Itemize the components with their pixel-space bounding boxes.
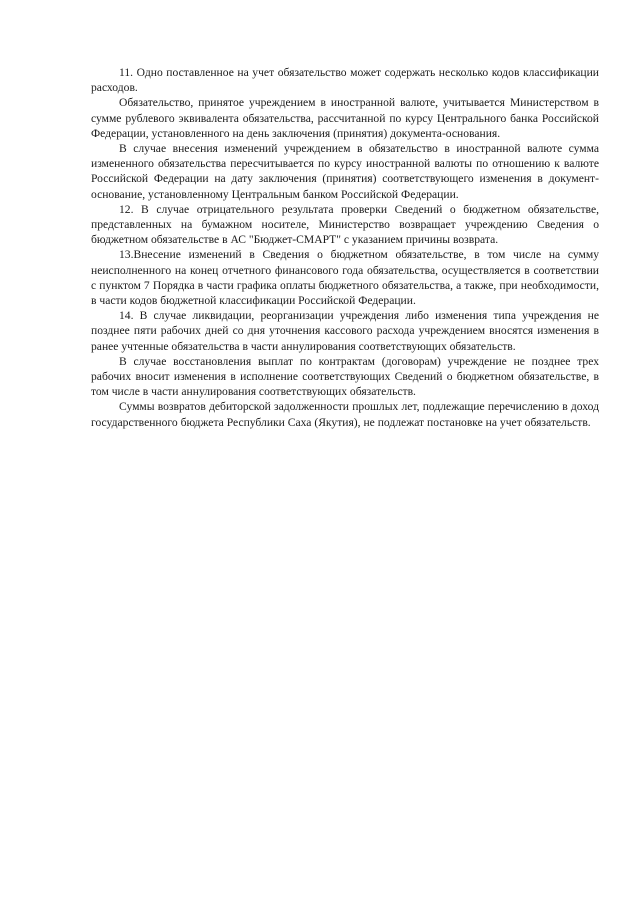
paragraph-payments-restoration: В случае восстановления выплат по контрактам (договорам) учреждение не позднее трех рабочих вносит изменения в исполнение соответствующих Сведений о бюджетном обязательстве, в том числе в части аннулирования соответствующих обязательств. xyxy=(91,354,599,399)
paragraph-item-13: 13.Внесение изменений в Сведения о бюджетном обязательстве, в том числе на сумму неисполненного на конец отчетного финансового года обязательства, осуществляется в соответствии с пунктом 7 Порядка в части графика оплаты бюджетного обязательства, а также, при необходимости, в части кодов бюджетной классификации Российской Федерации. xyxy=(91,248,599,308)
paragraph-foreign-currency: Обязательство, принятое учреждением в иностранной валюте, учитывается Министерством в сумме рублевого эквивалента обязательства, рассчитанной по курсу Центрального банка Российской Федерации, установленного на день заключения (принятия) документа-основания. xyxy=(91,96,599,140)
paragraph-item-12: 12. В случае отрицательного результата проверки Сведений о бюджетном обязательстве, представленных на бумажном носителе, Министерство возвращает учреждению Сведения о бюджетном обязательстве в АС "Бюджет-СМАРТ" с указанием причины возврата. xyxy=(91,202,599,247)
paragraph-item-11: 11. Одно поставленное на учет обязательство может содержать несколько кодов классификации расходов. xyxy=(91,66,599,95)
paragraph-receivables-refunds: Суммы возвратов дебиторской задолженности прошлых лет, подлежащие перечислению в доход государственного бюджета Республики Саха (Якутия), не подлежат постановке на учет обязательств. xyxy=(91,400,599,429)
document-body xyxy=(91,65,599,430)
paragraph-currency-changes: В случае внесения изменений учреждением в обязательство в иностранной валюте сумма измененного обязательства пересчитывается по курсу иностранной валюты по отношению к валюте Российской Федерации на дату заключения (принятия) соответствующего изменения в документ-основание, установленному Центральным банком Российской Федерации. xyxy=(91,142,599,201)
paragraph-item-14: 14. В случае ликвидации, реорганизации учреждения либо изменения типа учреждения не позднее пяти рабочих дней со дня уточнения кассового расхода учреждением вносятся изменения в ранее учтенные обязательства в части аннулирования соответствующих обязательств. xyxy=(91,309,599,353)
